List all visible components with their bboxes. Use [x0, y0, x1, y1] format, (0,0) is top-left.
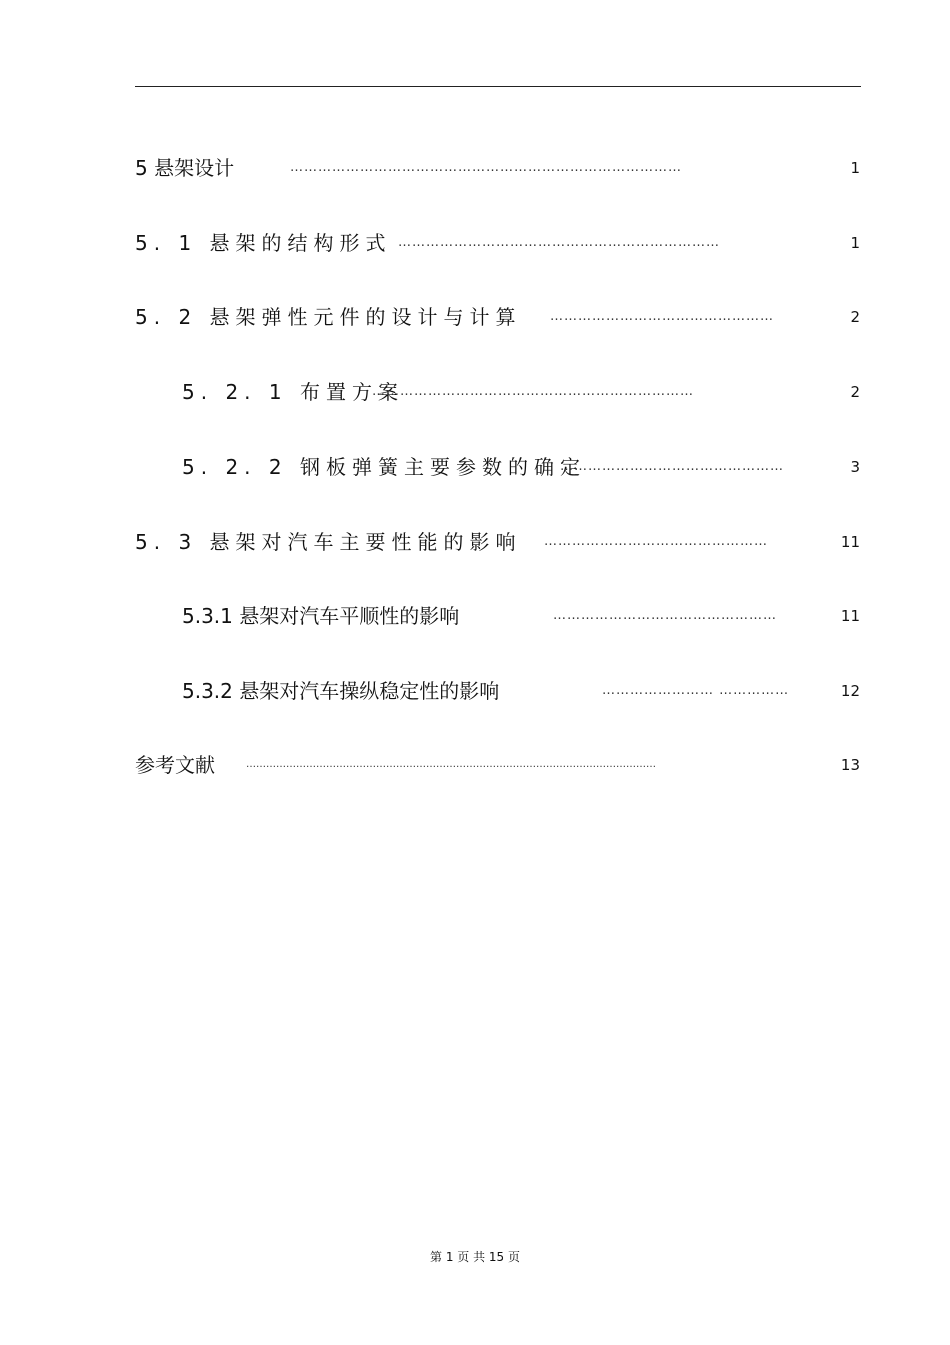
- toc-dot-leader: ……………………………………………………………: [372, 384, 694, 399]
- toc-entry-label: 5. 2. 1 布置方案: [182, 380, 404, 404]
- toc-entry-label: 5. 2. 2 钢板弹簧主要参数的确定: [182, 455, 586, 479]
- toc-entry-label: 5 悬架设计: [135, 156, 235, 180]
- toc-entry-5-2[interactable]: [0, 302, 950, 332]
- header-rule: [135, 86, 861, 87]
- toc-dot-leader: …………………………………………: [544, 534, 768, 549]
- page-footer: 第 1 页 共 15 页: [430, 1250, 520, 1264]
- toc-entry-5-1[interactable]: [0, 228, 950, 258]
- toc-entry-page: 12: [840, 682, 860, 700]
- toc-entry-5-3-1[interactable]: [0, 601, 950, 631]
- toc-dot-leader: …………………………………………………………………………: [290, 160, 682, 175]
- toc-entry-references[interactable]: [0, 750, 950, 780]
- toc-entry-5-3[interactable]: [0, 527, 950, 557]
- toc-entry-label: 参考文献: [135, 753, 215, 777]
- toc-entry-page: 11: [840, 533, 860, 551]
- toc-entry-page: 2: [850, 383, 860, 401]
- toc-dot-leader: ……………………………………………………………………………………………………………: [246, 759, 656, 770]
- toc-entry-page: 3: [850, 458, 860, 476]
- toc-dot-leader: …………………………………………: [553, 608, 777, 623]
- toc-dot-leader: …………………… ……………: [602, 683, 790, 698]
- toc-entry-label: 5.3.1 悬架对汽车平顺性的影响: [182, 604, 460, 628]
- toc-entry-page: 1: [850, 159, 860, 177]
- toc-entry-label: 5. 2 悬架弹性元件的设计与计算: [135, 305, 522, 329]
- toc-entry-label: 5. 1 悬架的结构形式: [135, 231, 392, 255]
- toc-entry-page: 1: [850, 234, 860, 252]
- toc-entry-label: 5.3.2 悬架对汽车操纵稳定性的影响: [182, 679, 500, 703]
- toc-entry-page: 2: [850, 308, 860, 326]
- toc-entry-label: 5. 3 悬架对汽车主要性能的影响: [135, 530, 522, 554]
- toc-entry-5-3-2[interactable]: [0, 676, 950, 706]
- toc-entry-page: 11: [840, 607, 860, 625]
- toc-dot-leader: ……………………………………………………………: [398, 235, 720, 250]
- toc-entry-5-2-2[interactable]: [0, 452, 950, 482]
- toc-dot-leader: …………………………………………: [550, 309, 774, 324]
- toc-entry-5[interactable]: [0, 153, 950, 183]
- toc-entry-page: 13: [840, 756, 860, 774]
- toc-dot-leader: …………………………………………: [560, 459, 784, 474]
- toc-entry-5-2-1[interactable]: [0, 377, 950, 407]
